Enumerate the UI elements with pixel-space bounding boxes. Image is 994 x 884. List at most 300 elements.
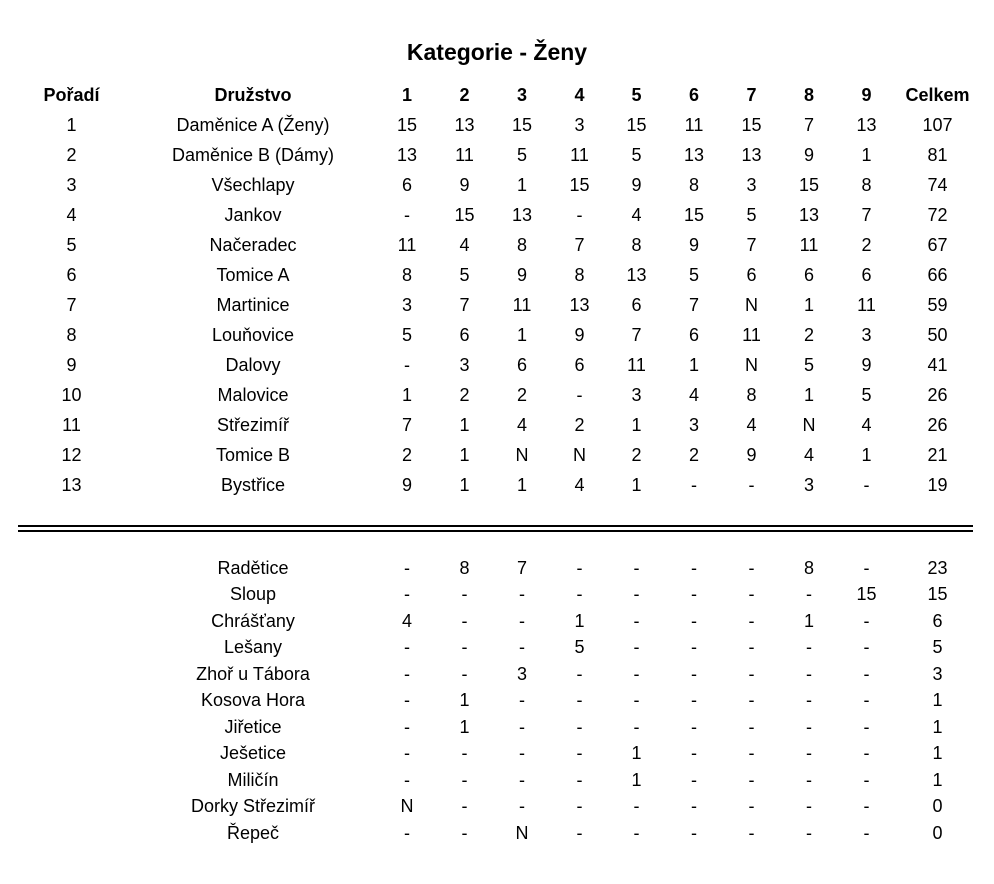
round-score-cell: 6 bbox=[459, 324, 470, 345]
total-cell: 74 bbox=[927, 174, 948, 195]
team-name-cell: Daměnice A (Ženy) bbox=[176, 114, 330, 135]
rank-cell: 2 bbox=[66, 144, 77, 165]
round-score-cell: - bbox=[691, 663, 697, 684]
round-score-cell: 3 bbox=[459, 354, 470, 375]
table-row bbox=[15, 741, 980, 768]
total-cell: 66 bbox=[927, 264, 948, 285]
round-score-cell: - bbox=[806, 796, 812, 817]
team-name-cell: Dorky Střezimíř bbox=[190, 796, 315, 817]
round-score-cell: 1 bbox=[861, 144, 872, 165]
table-row bbox=[15, 767, 980, 794]
round-score-cell: 15 bbox=[454, 204, 475, 225]
round-score-cell: - bbox=[576, 769, 583, 790]
round-score-cell: - bbox=[576, 204, 583, 225]
round-score-cell: - bbox=[691, 743, 697, 764]
round-score-cell: - bbox=[576, 743, 583, 764]
total-cell: 5 bbox=[932, 637, 943, 658]
round-score-cell: 13 bbox=[569, 294, 590, 315]
round-score-cell: - bbox=[461, 743, 468, 764]
team-name-cell: Jiřetice bbox=[224, 716, 282, 737]
round-score-cell: - bbox=[404, 690, 410, 711]
round-score-cell: 2 bbox=[861, 234, 872, 255]
round-score-cell: - bbox=[519, 743, 525, 764]
rank-cell: 9 bbox=[66, 354, 77, 375]
rank-cell bbox=[15, 635, 128, 662]
team-name-cell: Sloup bbox=[229, 584, 277, 605]
round-score-cell: 5 bbox=[861, 384, 872, 405]
round-score-cell: - bbox=[461, 822, 468, 843]
total-cell: 81 bbox=[927, 144, 948, 165]
round-score-cell: 5 bbox=[574, 637, 585, 658]
table-row bbox=[15, 661, 980, 688]
round-score-cell: 9 bbox=[516, 264, 527, 285]
round-score-cell: - bbox=[404, 743, 410, 764]
rank-cell: 12 bbox=[61, 444, 82, 465]
round-score-cell: 11 bbox=[397, 234, 417, 255]
header-total: Celkem bbox=[905, 85, 970, 105]
rank-cell bbox=[15, 661, 128, 688]
round-score-cell: 15 bbox=[856, 584, 877, 605]
round-score-cell: 5 bbox=[401, 324, 412, 345]
round-score-cell: 6 bbox=[688, 324, 699, 345]
rank-cell bbox=[15, 555, 128, 582]
round-score-cell: 1 bbox=[631, 769, 642, 790]
round-score-cell: - bbox=[748, 474, 755, 495]
round-score-cell: - bbox=[691, 474, 697, 495]
round-score-cell: 13 bbox=[626, 264, 647, 285]
round-score-cell: - bbox=[748, 610, 755, 631]
round-score-cell: 1 bbox=[631, 743, 642, 764]
team-name-cell: Miličín bbox=[227, 769, 279, 790]
round-score-cell: 15 bbox=[511, 114, 533, 135]
round-score-cell: 8 bbox=[861, 174, 872, 195]
total-cell: 41 bbox=[927, 354, 948, 375]
total-cell: 107 bbox=[922, 114, 953, 135]
double-separator bbox=[18, 523, 973, 533]
round-score-cell: - bbox=[404, 716, 410, 737]
round-score-cell: - bbox=[519, 637, 525, 658]
round-score-cell: 5 bbox=[516, 144, 527, 165]
rank-cell: 3 bbox=[66, 174, 77, 195]
round-score-cell: - bbox=[404, 584, 410, 605]
round-score-cell: - bbox=[691, 584, 697, 605]
round-score-cell: 11 bbox=[455, 144, 474, 165]
round-score-cell: - bbox=[576, 690, 583, 711]
round-score-cell: 2 bbox=[459, 384, 470, 405]
round-score-cell: - bbox=[806, 663, 812, 684]
rank-cell bbox=[15, 608, 128, 635]
round-score-cell: - bbox=[863, 474, 870, 495]
round-score-cell: 5 bbox=[746, 204, 757, 225]
round-score-cell: 13 bbox=[683, 144, 705, 165]
total-cell: 26 bbox=[927, 384, 948, 405]
team-name-cell: Bystřice bbox=[220, 474, 285, 495]
header-round-7: 7 bbox=[746, 85, 757, 105]
round-score-cell: 8 bbox=[746, 384, 757, 405]
round-score-cell: 6 bbox=[803, 264, 814, 285]
round-score-cell: 4 bbox=[746, 414, 757, 435]
table-row bbox=[15, 688, 980, 715]
round-score-cell: 6 bbox=[401, 174, 412, 195]
table-row bbox=[15, 582, 980, 609]
round-score-cell: 9 bbox=[459, 174, 470, 195]
header-round-2: 2 bbox=[459, 85, 470, 105]
table-row bbox=[15, 260, 980, 290]
round-score-cell: 3 bbox=[803, 474, 814, 495]
round-score-cell: - bbox=[519, 584, 525, 605]
round-score-cell: - bbox=[863, 822, 870, 843]
team-name-cell: Načeradec bbox=[209, 234, 297, 255]
header-round-6: 6 bbox=[688, 85, 699, 105]
round-score-cell: - bbox=[404, 822, 410, 843]
round-score-cell: 15 bbox=[626, 114, 647, 135]
rank-cell bbox=[15, 794, 128, 821]
round-score-cell: N bbox=[745, 294, 758, 315]
round-score-cell: 1 bbox=[861, 444, 872, 465]
round-score-cell: 4 bbox=[401, 610, 412, 631]
round-score-cell: 1 bbox=[516, 474, 527, 495]
round-score-cell: 8 bbox=[803, 557, 814, 578]
round-score-cell: 1 bbox=[401, 384, 412, 405]
round-score-cell: - bbox=[576, 822, 583, 843]
team-name-cell: Tomice B bbox=[215, 444, 291, 465]
round-score-cell: 3 bbox=[401, 294, 412, 315]
total-cell: 1 bbox=[932, 743, 943, 764]
total-cell: 1 bbox=[932, 769, 943, 790]
table-row bbox=[15, 440, 980, 470]
total-cell: 50 bbox=[927, 324, 948, 345]
round-score-cell: - bbox=[863, 796, 870, 817]
round-score-cell: - bbox=[863, 663, 870, 684]
round-score-cell: 1 bbox=[631, 474, 642, 495]
team-name-cell: Kosova Hora bbox=[200, 690, 306, 711]
round-score-cell: - bbox=[748, 822, 755, 843]
round-score-cell: 15 bbox=[798, 174, 820, 195]
round-score-cell: - bbox=[806, 716, 812, 737]
table-row bbox=[15, 230, 980, 260]
rank-cell bbox=[15, 582, 128, 609]
header-round-4: 4 bbox=[574, 85, 585, 105]
table-row bbox=[15, 320, 980, 350]
round-score-cell: 7 bbox=[631, 324, 642, 345]
round-score-cell: 11 bbox=[627, 354, 646, 375]
unranked-table bbox=[15, 555, 980, 847]
round-score-cell: - bbox=[748, 716, 755, 737]
team-name-cell: Radětice bbox=[217, 557, 289, 578]
table-row bbox=[15, 410, 980, 440]
round-score-cell: 6 bbox=[574, 354, 585, 375]
rank-cell: 5 bbox=[66, 234, 77, 255]
round-score-cell: 4 bbox=[631, 204, 642, 225]
round-score-cell: 7 bbox=[401, 414, 412, 435]
table-row bbox=[15, 170, 980, 200]
table-row bbox=[15, 820, 980, 847]
round-score-cell: 1 bbox=[803, 294, 814, 315]
table-row bbox=[15, 635, 980, 662]
round-score-cell: 15 bbox=[569, 174, 590, 195]
round-score-cell: 11 bbox=[742, 324, 761, 345]
table-row bbox=[15, 350, 980, 380]
round-score-cell: - bbox=[576, 584, 583, 605]
team-name-cell: Martinice bbox=[216, 294, 290, 315]
table-row bbox=[15, 380, 980, 410]
round-score-cell: - bbox=[404, 663, 410, 684]
team-name-cell: Jankov bbox=[224, 204, 282, 225]
table-row bbox=[15, 470, 980, 500]
round-score-cell: 4 bbox=[574, 474, 585, 495]
total-cell: 67 bbox=[927, 234, 948, 255]
round-score-cell: - bbox=[863, 637, 870, 658]
round-score-cell: 1 bbox=[803, 610, 814, 631]
round-score-cell: - bbox=[748, 557, 755, 578]
round-score-cell: 1 bbox=[459, 444, 470, 465]
round-score-cell: 8 bbox=[401, 264, 412, 285]
round-score-cell: 13 bbox=[741, 144, 762, 165]
round-score-cell: 5 bbox=[803, 354, 814, 375]
round-score-cell: - bbox=[806, 584, 812, 605]
round-score-cell: 15 bbox=[396, 114, 418, 135]
round-score-cell: 9 bbox=[803, 144, 814, 165]
round-score-cell: - bbox=[519, 690, 525, 711]
round-score-cell: - bbox=[863, 743, 870, 764]
table-row bbox=[15, 555, 980, 582]
round-score-cell: 9 bbox=[631, 174, 642, 195]
round-score-cell: - bbox=[691, 637, 697, 658]
round-score-cell: - bbox=[576, 716, 583, 737]
rank-cell: 1 bbox=[66, 114, 77, 135]
round-score-cell: 7 bbox=[861, 204, 872, 225]
page-title: Kategorie - Ženy bbox=[406, 39, 588, 65]
round-score-cell: 5 bbox=[459, 264, 470, 285]
round-score-cell: 4 bbox=[688, 384, 699, 405]
table-row bbox=[15, 110, 980, 140]
round-score-cell: 1 bbox=[516, 324, 527, 345]
round-score-cell: - bbox=[519, 610, 525, 631]
round-score-cell: 4 bbox=[459, 234, 470, 255]
round-score-cell: 2 bbox=[574, 414, 585, 435]
total-cell: 1 bbox=[932, 716, 943, 737]
round-score-cell: 7 bbox=[688, 294, 699, 315]
round-score-cell: 15 bbox=[741, 114, 762, 135]
round-score-cell: - bbox=[404, 354, 410, 375]
round-score-cell: - bbox=[806, 637, 812, 658]
team-name-cell: Lešany bbox=[223, 637, 283, 658]
round-score-cell: 6 bbox=[746, 264, 757, 285]
round-score-cell: - bbox=[691, 610, 697, 631]
round-score-cell: - bbox=[863, 716, 870, 737]
round-score-cell: - bbox=[461, 584, 468, 605]
round-score-cell: 2 bbox=[803, 324, 814, 345]
round-score-cell: - bbox=[519, 716, 525, 737]
round-score-cell: 11 bbox=[570, 144, 589, 165]
header-round-9: 9 bbox=[861, 85, 872, 105]
round-score-cell: 1 bbox=[688, 354, 699, 375]
round-score-cell: 7 bbox=[803, 114, 814, 135]
rank-cell: 6 bbox=[66, 264, 77, 285]
total-cell: 1 bbox=[932, 690, 943, 711]
round-score-cell: - bbox=[633, 690, 640, 711]
round-score-cell: 1 bbox=[574, 610, 585, 631]
total-cell: 59 bbox=[927, 294, 948, 315]
round-score-cell: 8 bbox=[459, 557, 470, 578]
round-score-cell: 3 bbox=[574, 114, 585, 135]
round-score-cell: - bbox=[633, 610, 640, 631]
round-score-cell: 4 bbox=[861, 414, 872, 435]
table-row bbox=[15, 714, 980, 741]
rank-cell: 13 bbox=[61, 474, 82, 495]
round-score-cell: N bbox=[400, 796, 414, 817]
round-score-cell: - bbox=[576, 663, 583, 684]
round-score-cell: 1 bbox=[459, 716, 470, 737]
table-row bbox=[15, 290, 980, 320]
round-score-cell: - bbox=[519, 769, 525, 790]
team-name-cell: Chrášťany bbox=[211, 610, 295, 631]
total-cell: 0 bbox=[932, 822, 943, 843]
round-score-cell: N bbox=[802, 414, 816, 435]
round-score-cell: - bbox=[519, 796, 525, 817]
header-round-8: 8 bbox=[803, 85, 814, 105]
round-score-cell: - bbox=[863, 769, 870, 790]
ranking-table bbox=[15, 81, 980, 500]
total-cell: 72 bbox=[927, 204, 948, 225]
round-score-cell: - bbox=[748, 769, 755, 790]
header-team: Družstvo bbox=[214, 85, 292, 105]
round-score-cell: 1 bbox=[516, 174, 527, 195]
round-score-cell: 4 bbox=[516, 414, 527, 435]
round-score-cell: - bbox=[748, 796, 755, 817]
round-score-cell: - bbox=[691, 557, 697, 578]
table-row bbox=[15, 608, 980, 635]
round-score-cell: 13 bbox=[798, 204, 820, 225]
team-name-cell: Ješetice bbox=[219, 743, 287, 764]
round-score-cell: 8 bbox=[688, 174, 699, 195]
round-score-cell: 2 bbox=[516, 384, 527, 405]
round-score-cell: 1 bbox=[459, 690, 470, 711]
rank-cell bbox=[15, 688, 128, 715]
round-score-cell: 1 bbox=[459, 474, 470, 495]
separator-line bbox=[18, 525, 973, 527]
total-cell: 3 bbox=[932, 663, 943, 684]
rank-cell bbox=[15, 767, 128, 794]
round-score-cell: 4 bbox=[803, 444, 814, 465]
table-row bbox=[15, 794, 980, 821]
round-score-cell: - bbox=[691, 822, 697, 843]
round-score-cell: - bbox=[748, 743, 755, 764]
round-score-cell: 3 bbox=[688, 414, 699, 435]
team-name-cell: Tomice A bbox=[216, 264, 290, 285]
header-round-5: 5 bbox=[631, 85, 642, 105]
round-score-cell: - bbox=[863, 690, 870, 711]
round-score-cell: 11 bbox=[512, 294, 532, 315]
round-score-cell: - bbox=[748, 663, 755, 684]
round-score-cell: 13 bbox=[856, 114, 877, 135]
round-score-cell: - bbox=[633, 663, 640, 684]
round-score-cell: - bbox=[461, 637, 468, 658]
round-score-cell: 5 bbox=[631, 144, 642, 165]
round-score-cell: 13 bbox=[454, 114, 475, 135]
round-score-cell: - bbox=[806, 822, 812, 843]
round-score-cell: N bbox=[745, 354, 758, 375]
total-cell: 15 bbox=[927, 584, 948, 605]
round-score-cell: 8 bbox=[574, 264, 585, 285]
table-row bbox=[15, 140, 980, 170]
rank-cell bbox=[15, 741, 128, 768]
team-name-cell: Louňovice bbox=[211, 324, 295, 345]
round-score-cell: - bbox=[633, 796, 640, 817]
round-score-cell: 9 bbox=[746, 444, 757, 465]
team-name-cell: Daměnice B (Dámy) bbox=[171, 144, 335, 165]
header-rank: Pořadí bbox=[43, 85, 100, 105]
round-score-cell: 7 bbox=[516, 557, 527, 578]
round-score-cell: - bbox=[461, 796, 468, 817]
round-score-cell: - bbox=[633, 822, 640, 843]
total-cell: 21 bbox=[927, 444, 948, 465]
round-score-cell: 3 bbox=[746, 174, 757, 195]
round-score-cell: - bbox=[461, 663, 468, 684]
rank-cell: 10 bbox=[61, 384, 82, 405]
round-score-cell: 1 bbox=[803, 384, 814, 405]
total-cell: 19 bbox=[927, 474, 948, 495]
round-score-cell: 8 bbox=[516, 234, 527, 255]
round-score-cell: 11 bbox=[857, 294, 876, 315]
round-score-cell: - bbox=[691, 690, 697, 711]
team-name-cell: Všechlapy bbox=[211, 174, 295, 195]
round-score-cell: N bbox=[515, 822, 529, 843]
round-score-cell: - bbox=[806, 743, 812, 764]
round-score-cell: 9 bbox=[574, 324, 585, 345]
round-score-cell: - bbox=[863, 610, 870, 631]
round-score-cell: - bbox=[404, 557, 410, 578]
rank-cell: 11 bbox=[62, 414, 81, 435]
round-score-cell: 5 bbox=[688, 264, 699, 285]
round-score-cell: 9 bbox=[688, 234, 699, 255]
round-score-cell: 2 bbox=[631, 444, 642, 465]
round-score-cell: - bbox=[633, 584, 640, 605]
team-name-cell: Řepeč bbox=[226, 822, 280, 843]
header-round-1: 1 bbox=[401, 85, 412, 105]
table-header-row bbox=[15, 81, 980, 110]
round-score-cell: 8 bbox=[631, 234, 642, 255]
round-score-cell: 3 bbox=[631, 384, 642, 405]
round-score-cell: - bbox=[748, 690, 755, 711]
round-score-cell: - bbox=[461, 610, 468, 631]
round-score-cell: 1 bbox=[631, 414, 642, 435]
total-cell: 6 bbox=[932, 610, 943, 631]
round-score-cell: - bbox=[691, 796, 697, 817]
round-score-cell: 2 bbox=[401, 444, 412, 465]
team-name-cell: Zhoř u Tábora bbox=[196, 663, 310, 684]
team-name-cell: Dalovy bbox=[225, 354, 281, 375]
round-score-cell: N bbox=[573, 444, 586, 465]
round-score-cell: - bbox=[691, 769, 697, 790]
rank-cell: 7 bbox=[66, 294, 77, 315]
round-score-cell: - bbox=[633, 637, 640, 658]
round-score-cell: 15 bbox=[683, 204, 705, 225]
round-score-cell: - bbox=[461, 769, 468, 790]
round-score-cell: 13 bbox=[511, 204, 533, 225]
round-score-cell: 9 bbox=[401, 474, 412, 495]
round-score-cell: 6 bbox=[631, 294, 642, 315]
round-score-cell: 2 bbox=[688, 444, 699, 465]
header-round-3: 3 bbox=[516, 85, 527, 105]
round-score-cell: - bbox=[748, 637, 755, 658]
round-score-cell: 6 bbox=[516, 354, 527, 375]
round-score-cell: N bbox=[515, 444, 529, 465]
round-score-cell: - bbox=[404, 769, 410, 790]
round-score-cell: - bbox=[404, 637, 410, 658]
round-score-cell: - bbox=[806, 690, 812, 711]
rank-cell: 4 bbox=[66, 204, 77, 225]
